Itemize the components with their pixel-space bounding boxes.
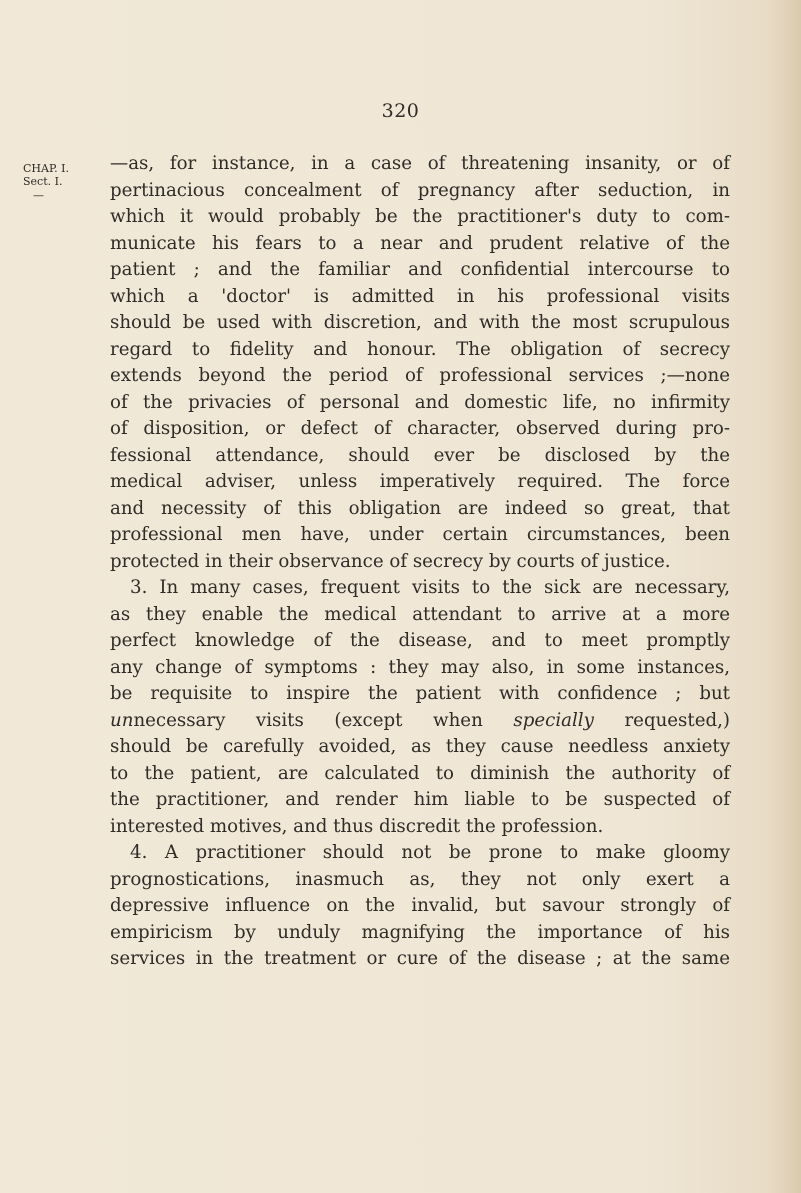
italic-prefix: un (110, 709, 134, 731)
page-number: 320 (381, 100, 420, 122)
text-line: professional men have, under certain circumstances, been (110, 524, 730, 545)
text-line: municate his fears to a near and prudent relative of the (110, 232, 730, 254)
italic-word: specially (513, 709, 594, 731)
line-text-end: requested,) (593, 709, 730, 731)
text-line: perfect knowledge of the disease, and to meet promptly (110, 630, 730, 651)
text-line: services in the treatment or cure of the disease ; at the same (110, 948, 730, 969)
text-line: medical adviser, unless imperatively required. The force (110, 471, 730, 492)
text-line: pertinacious concealment of pregnancy after seduction, in (110, 179, 730, 201)
text-line-emphasis (110, 708, 730, 735)
text-line: protected in their observance of secrecy by courts of justice. (110, 550, 671, 572)
text-line: any change of symptoms : they may also, in some instances, (110, 656, 730, 678)
margin-note (23, 162, 83, 202)
text-line: of disposition, or defect of character, observed during pro- (110, 418, 730, 439)
margin-dash: — (33, 189, 44, 202)
text-line: prognostications, inasmuch as, they not only exert a (110, 868, 730, 890)
text-line: patient ; and the familiar and confidential intercourse to (110, 259, 730, 280)
text-line: as they enable the medical attendant to arrive at a more (110, 603, 730, 625)
body-text (110, 151, 730, 973)
text-line: the practitioner, and render him liable to be suspected of (110, 789, 730, 810)
chapter-label: CHAP. I. (23, 162, 69, 175)
text-line: of the privacies of personal and domestic life, no infirmity (110, 391, 730, 413)
text-line: extends beyond the period of professional services ;—none (110, 365, 730, 386)
line-text: necessary visits (except when (133, 709, 514, 731)
text-line: and necessity of this obligation are indeed so great, that (110, 497, 730, 519)
text-line: depressive influence on the invalid, but savour strongly of (110, 895, 730, 916)
text-line: fessional attendance, should ever be disclosed by the (110, 444, 730, 466)
paragraph-3-start: 3. In many cases, frequent visits to the sick are necessary, (130, 577, 730, 598)
paragraph-4-start: 4. A practitioner should not be prone to make gloomy (130, 842, 730, 863)
text-line: which a 'doctor' is admitted in his professional visits (110, 285, 730, 307)
text-line: regard to fidelity and honour. The obligation of secrecy (110, 338, 730, 360)
text-line: which it would probably be the practitioner's duty to com- (110, 206, 730, 227)
text-line: empiricism by unduly magnifying the importance of his (110, 921, 730, 943)
text-line: interested motives, and thus discredit the profession. (110, 815, 604, 837)
text-line: should be used with discretion, and with the most scrupulous (110, 312, 730, 333)
text-line: —as, for instance, in a case of threatening insanity, or of (110, 153, 730, 174)
section-label: Sect. I. (23, 175, 63, 188)
text-line: be requisite to inspire the patient with confidence ; but (110, 683, 730, 704)
text-line: should be carefully avoided, as they cause needless anxiety (110, 736, 730, 757)
text-line: to the patient, are calculated to diminish the authority of (110, 762, 730, 784)
